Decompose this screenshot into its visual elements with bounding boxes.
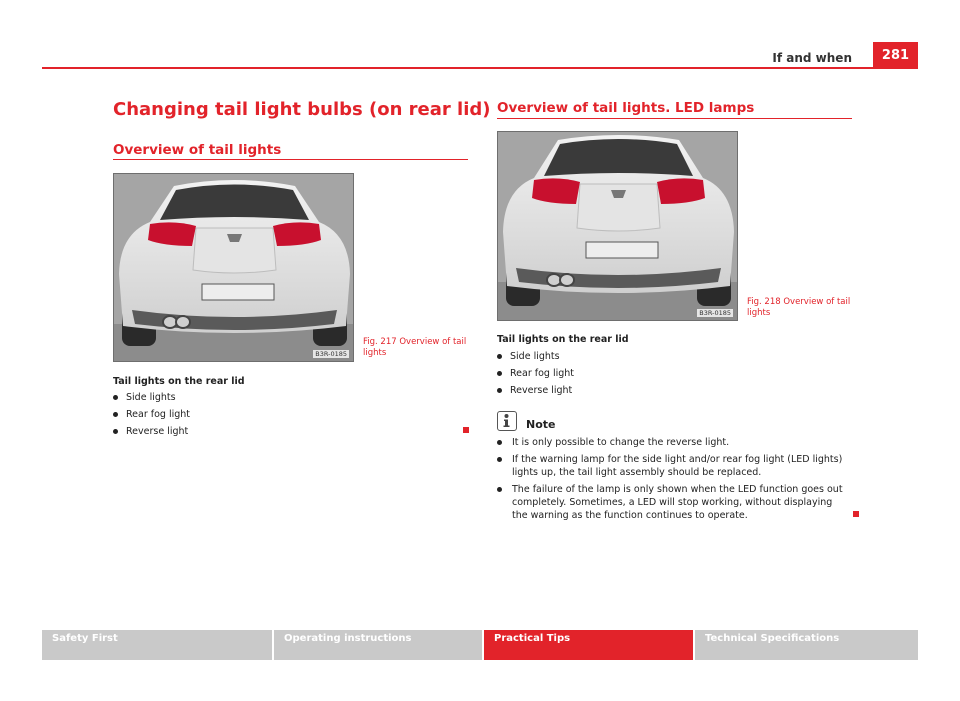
left-bullet-list — [113, 389, 190, 440]
tab-technical-specifications[interactable]: Technical Specifications — [695, 630, 918, 660]
info-person-icon — [497, 411, 517, 431]
figure-217-caption: Fig. 217 Overview of tail lights — [363, 337, 467, 358]
right-subheading: Tail lights on the rear lid — [497, 334, 629, 345]
tab-practical-tips[interactable]: Practical Tips — [484, 630, 695, 660]
figure-217 — [113, 173, 354, 362]
left-subheading: Tail lights on the rear lid — [113, 376, 245, 387]
list-item: Side lights — [497, 348, 574, 365]
left-section-title: Overview of tail lights — [113, 142, 282, 158]
bullet-icon — [113, 395, 118, 400]
footer-nav — [42, 630, 918, 660]
bullet-icon — [497, 457, 502, 462]
header-rule — [42, 67, 918, 69]
running-head: If and when — [772, 51, 852, 65]
chapter-title: Changing tail light bulbs (on rear lid) — [113, 99, 491, 120]
car-rear-illustration — [498, 132, 738, 321]
bullet-icon — [497, 371, 502, 376]
tab-operating-instructions[interactable]: Operating instructions — [274, 630, 484, 660]
tab-safety-first[interactable]: Safety First — [42, 630, 274, 660]
bullet-icon — [497, 388, 502, 393]
note-list — [497, 436, 849, 526]
list-item: Side lights — [113, 389, 190, 406]
bullet-icon — [113, 429, 118, 434]
left-section-rule — [113, 159, 468, 160]
bullet-icon — [497, 487, 502, 492]
right-section-rule — [497, 118, 852, 119]
list-item: Rear fog light — [497, 365, 574, 382]
figure-218 — [497, 131, 738, 321]
bullet-icon — [497, 440, 502, 445]
figure-218-caption: Fig. 218 Overview of tail lights — [747, 297, 851, 318]
right-section-title: Overview of tail lights. LED lamps — [497, 100, 755, 116]
right-bullet-list — [497, 348, 574, 399]
note-label: Note — [526, 418, 556, 431]
section-end-marker — [853, 511, 859, 517]
list-item: The failure of the lamp is only shown when the LED function goes out completely. Sometimes, a LED will stop working, without displaying the warning as the function continues to operate. — [497, 483, 849, 522]
figure-217-code: B3R-0185 — [315, 350, 347, 358]
list-item: If the warning lamp for the side light and/or rear fog light (LED lights) lights up, the tail light assembly should be replaced. — [497, 453, 849, 479]
figure-218-code: B3R-0185 — [699, 309, 731, 317]
bullet-icon — [113, 412, 118, 417]
list-item: Reverse light — [113, 423, 190, 440]
list-item: Rear fog light — [113, 406, 190, 423]
page-number: 281 — [873, 42, 918, 67]
section-end-marker — [463, 427, 469, 433]
car-rear-illustration — [114, 174, 354, 362]
bullet-icon — [497, 354, 502, 359]
list-item: Reverse light — [497, 382, 574, 399]
list-item: It is only possible to change the reverse light. — [497, 436, 849, 449]
